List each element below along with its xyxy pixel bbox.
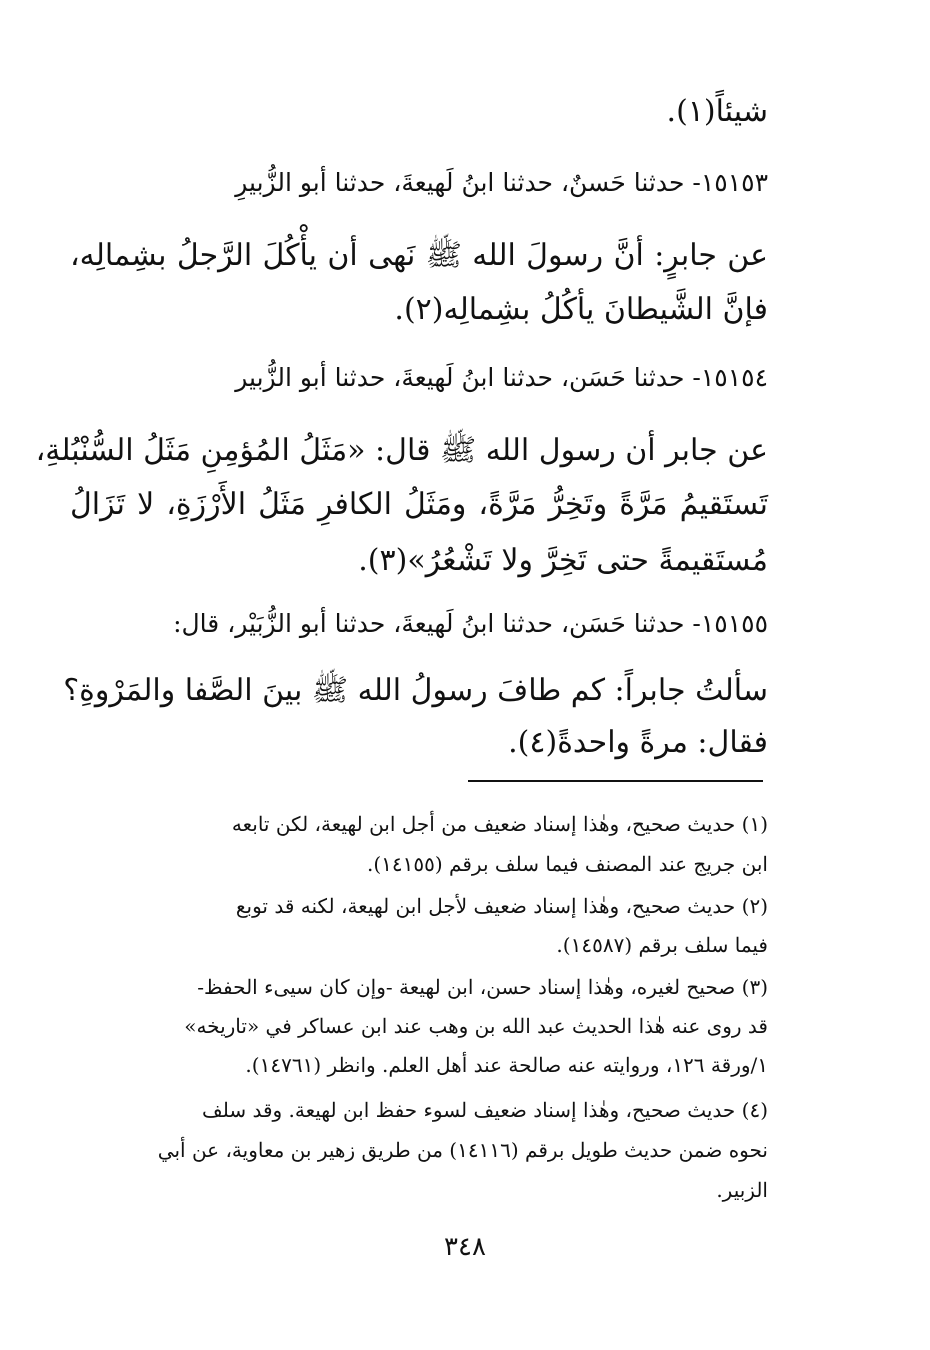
hadith-15154-text-line-2: تَستَقيمُ مَرَّةً وتَخِرُّ مَرَّةً، ومَثَلُ الكافرِ مَثَلُ الأَرْزَةِ، لا تَزَالُ [70,487,768,522]
footnote-2-line-1: (٢) حديث صحيح، وهٰذا إسناد ضعيف لأجل ابن لهيعة، لكنه قد توبع [235,894,768,918]
footnote-separator [468,780,763,782]
continuation-line: شيئاً(١). [666,94,768,129]
hadith-15154-isnad: ١٥١٥٤- حدثنا حَسَن، حدثنا ابنُ لَهيعةَ، حدثنا أبو الزُّبير [235,363,768,392]
footnote-3-line-3: ١/ورقة ١٢٦، وروايته عنه صالحة عند أهل العلم. وانظر (١٤٧٦١). [245,1053,768,1077]
hadith-15154-text-line-3: مُستَقيمةً حتى تَخِرَّ ولا تَشْعُرُ»(٣). [358,543,768,578]
hadith-15153-text-line-2: فإنَّ الشَّيطانَ يأكُلُ بشِمالِه(٢). [394,292,768,327]
page-number: ٣٤٨ [444,1232,486,1262]
hadith-15155-text-line-1: سألتُ جابراً: كم طافَ رسولُ الله ﷺ بينَ الصَّفا والمَرْوةِ؟ [63,673,768,708]
footnote-4-line-2: نحوه ضمن حديث طويل برقم (١٤١١٦) من طريق زهير بن معاوية، عن أبي [157,1138,768,1162]
footnote-3-line-1: (٣) صحيح لغيره، وهٰذا إسناد حسن، ابن لهيعة -وإن كان سيىء الحفظ- [197,975,768,999]
footnote-2-line-2: فيما سلف برقم (١٤٥٨٧). [556,933,768,957]
footnote-3-line-2: قد روى عنه هٰذا الحديث عبد الله بن وهب عند ابن عساكر في «تاريخه» [184,1014,768,1038]
hadith-15154-text-line-1: عن جابر أن رسول الله ﷺ قال: «مَثَلُ المُؤمِنِ مَثَلُ السُّنْبُلةِ، [35,433,768,468]
footnote-4-line-3: الزبير. [716,1178,768,1202]
hadith-15155-text-line-2: فقال: مرةً واحدةً(٤). [508,725,768,760]
hadith-15153-isnad: ١٥١٥٣- حدثنا حَسنٌ، حدثنا ابنُ لَهيعةَ، حدثنا أبو الزُّبيرِ [235,168,768,197]
footnote-1-line-2: ابن جريج عند المصنف فيما سلف برقم (١٤١٥٥). [367,852,768,876]
footnote-1-line-1: (١) حديث صحيح، وهٰذا إسناد ضعيف من أجل ابن لهيعة، لكن تابعه [231,812,768,836]
hadith-15155-isnad: ١٥١٥٥- حدثنا حَسَن، حدثنا ابنُ لَهيعةَ، حدثنا أبو الزُّبَيْر، قال: [173,609,768,638]
footnote-4-line-1: (٤) حديث صحيح، وهٰذا إسناد ضعيف لسوء حفظ ابن لهيعة. وقد سلف [202,1098,768,1122]
hadith-15153-text-line-1: عن جابرٍ: أنَّ رسولَ الله ﷺ نَهى أن يأْكُلَ الرَّجلُ بشِمالِه، [70,238,768,273]
